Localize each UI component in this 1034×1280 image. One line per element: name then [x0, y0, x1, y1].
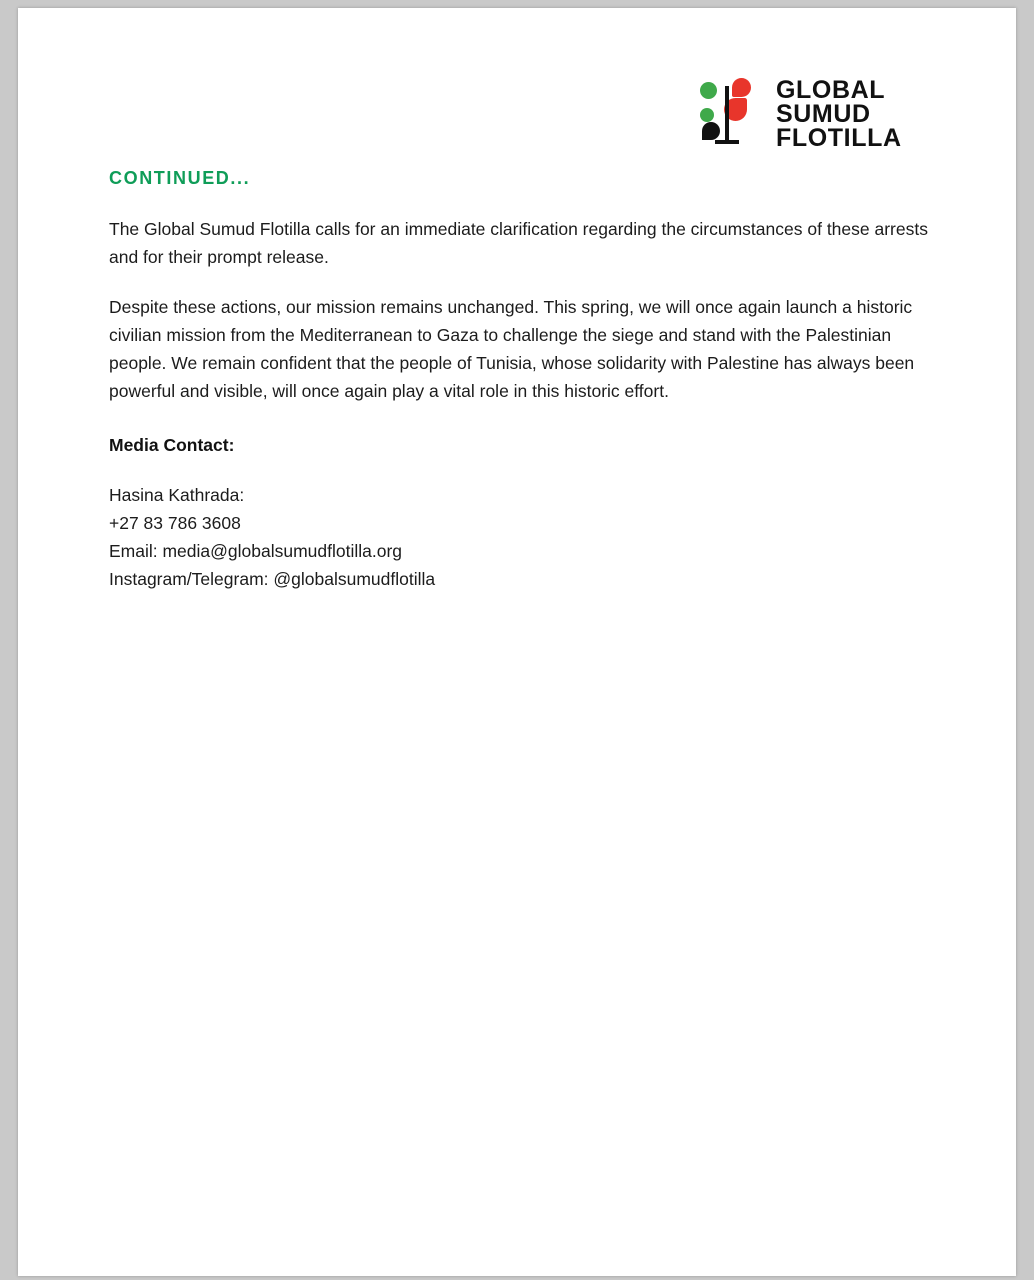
logo-red-leaf-top-icon [732, 78, 751, 97]
paragraph-2: Despite these actions, our mission remains unchanged. This spring, we will once again launch a historic civilian mission from the Mediterranean to Gaza to challenge the siege and stand with the Palestinian people. We remain confident that the people of Tunisia, whose solidarity with Palestine has always been powerful and visible, will once again play a vital role in this historic effort. [109, 297, 915, 401]
logo-wordmark [776, 78, 902, 150]
logo-green-dot-top-icon [700, 82, 717, 99]
logo-stem-icon [725, 86, 729, 144]
paragraph-1: The Global Sumud Flotilla calls for an immediate clarification regarding the circumstances of these arrests and for their prompt release. [109, 219, 928, 267]
logo-black-leaf-icon [702, 122, 720, 140]
contact-email: Email: media@globalsumudflotilla.org [109, 541, 403, 561]
logo-wordmark-line-3: FLOTILLA [776, 124, 902, 152]
contact-phone: +27 83 786 3608 [109, 513, 241, 533]
logo-wordmark-line-2: SUMUD [776, 100, 871, 128]
logo-stem-base-icon [715, 140, 739, 144]
media-contact-details [109, 481, 929, 593]
global-sumud-flotilla-logo [698, 70, 948, 150]
contact-social: Instagram/Telegram: @globalsumudflotilla [109, 569, 436, 589]
logo-green-dot-bottom-icon [700, 108, 714, 122]
flotilla-emblem-icon [698, 78, 762, 144]
document-page [18, 8, 1016, 1276]
contact-name: Hasina Kathrada: [109, 485, 245, 505]
logo-wordmark-line-1: GLOBAL [776, 76, 886, 104]
media-contact-label: Media Contact: [109, 435, 235, 455]
continued-heading: CONTINUED... [109, 168, 251, 188]
document-body [109, 168, 929, 593]
